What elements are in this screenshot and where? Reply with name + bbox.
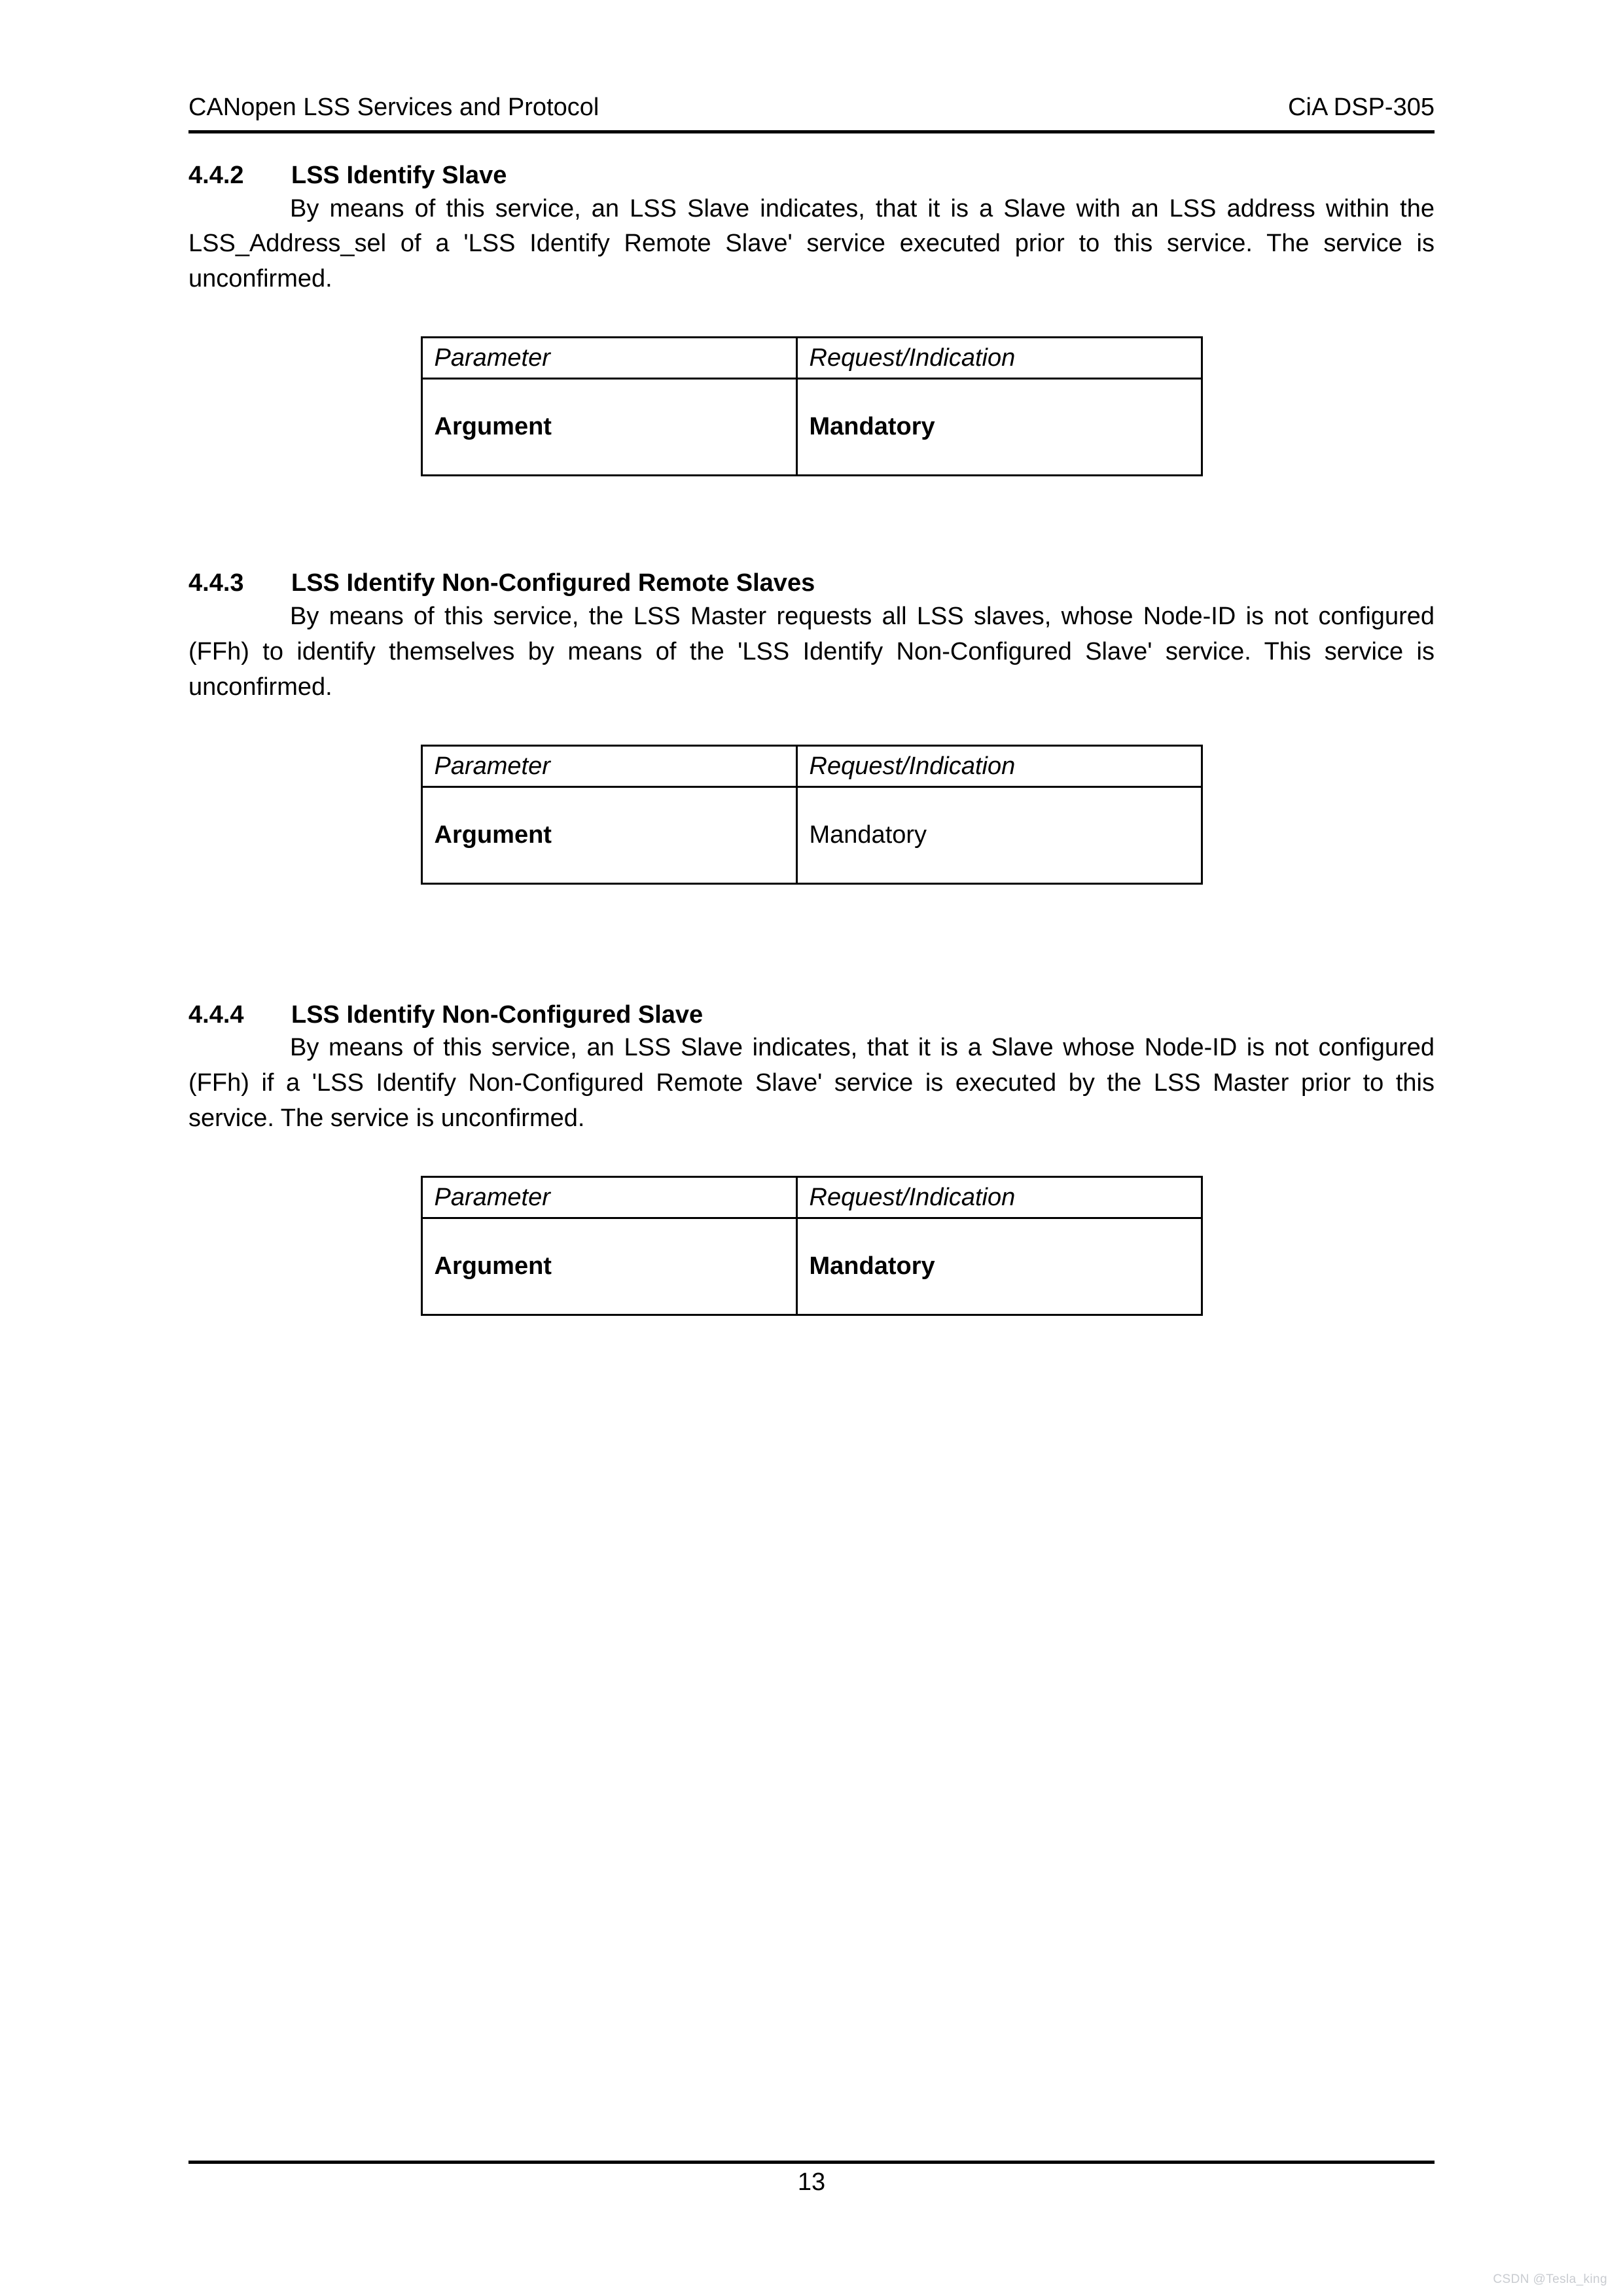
footer-rule: [188, 2161, 1435, 2164]
section-heading: [188, 1000, 1435, 1031]
running-head-left: CANopen LSS Services and Protocol: [188, 94, 599, 121]
column-header-request-indication: Request/Indication: [796, 1177, 1202, 1218]
page-number: 13: [797, 2168, 826, 2196]
parameter-table-container: [188, 745, 1435, 885]
section-body: By means of this service, an LSS Slave indicates, that it is a Slave with an LSS address within the LSS_Address_sel of a 'LSS Identify Remote Slave' service executed prior to this service. The service is unconfirmed.: [188, 194, 1435, 293]
section-number: 4.4.4: [188, 1000, 244, 1029]
parameter-table: [421, 745, 1203, 885]
cell-parameter-name: Argument: [421, 786, 796, 883]
parameter-table: [421, 336, 1203, 476]
section-heading: [188, 160, 1435, 192]
running-head: [188, 93, 1435, 123]
page-content: [188, 160, 1435, 1316]
cell-request-indication: Mandatory: [796, 379, 1202, 476]
column-header-request-indication: Request/Indication: [796, 338, 1202, 379]
section-4-4-2: [188, 160, 1435, 476]
section-title: LSS Identify Non-Configured Remote Slaves: [291, 569, 815, 597]
parameter-table-container: [188, 1176, 1435, 1316]
section-title: LSS Identify Slave: [291, 162, 507, 189]
parameter-table: [421, 1176, 1203, 1316]
cell-request-indication: Mandatory: [796, 786, 1202, 883]
table-header-row: [421, 338, 1202, 379]
section-number: 4.4.3: [188, 569, 244, 597]
header-rule: [188, 130, 1435, 133]
section-body: By means of this service, an LSS Slave indicates, that it is a Slave whose Node-ID is not configured (FFh) if a 'LSS Identify Non-Configured Remote Slave' service is executed by the LSS Master prior to this service. The service is unconfirmed.: [188, 1034, 1435, 1133]
table-row: [421, 379, 1202, 476]
table-row: [421, 1218, 1202, 1315]
section-heading: [188, 568, 1435, 599]
spacer: [188, 297, 1435, 336]
table-header-row: [421, 1177, 1202, 1218]
cell-parameter-name: Argument: [421, 379, 796, 476]
column-header-parameter: Parameter: [421, 1177, 796, 1218]
section-4-4-4: [188, 1000, 1435, 1316]
table-header-row: [421, 745, 1202, 786]
cell-parameter-name: Argument: [421, 1218, 796, 1315]
column-header-parameter: Parameter: [421, 745, 796, 786]
section-title: LSS Identify Non-Configured Slave: [291, 1000, 704, 1029]
spacer: [188, 1137, 1435, 1176]
section-4-4-3: [188, 568, 1435, 884]
column-header-parameter: Parameter: [421, 338, 796, 379]
section-number: 4.4.2: [188, 162, 244, 189]
spacer: [188, 476, 1435, 568]
cell-request-indication: Mandatory: [796, 1218, 1202, 1315]
column-header-request-indication: Request/Indication: [796, 745, 1202, 786]
table-row: [421, 786, 1202, 883]
watermark: CSDN @Tesla_king: [1493, 2272, 1607, 2286]
spacer: [188, 705, 1435, 745]
parameter-table-container: [188, 336, 1435, 476]
spacer: [188, 885, 1435, 1000]
section-body: By means of this service, the LSS Master requests all LSS slaves, whose Node-ID is not configured (FFh) to identify themselves by means of the 'LSS Identify Non-Configured Slave' service. This service is unconfirmed.: [188, 602, 1435, 701]
running-head-right: CiA DSP-305: [1288, 94, 1435, 121]
